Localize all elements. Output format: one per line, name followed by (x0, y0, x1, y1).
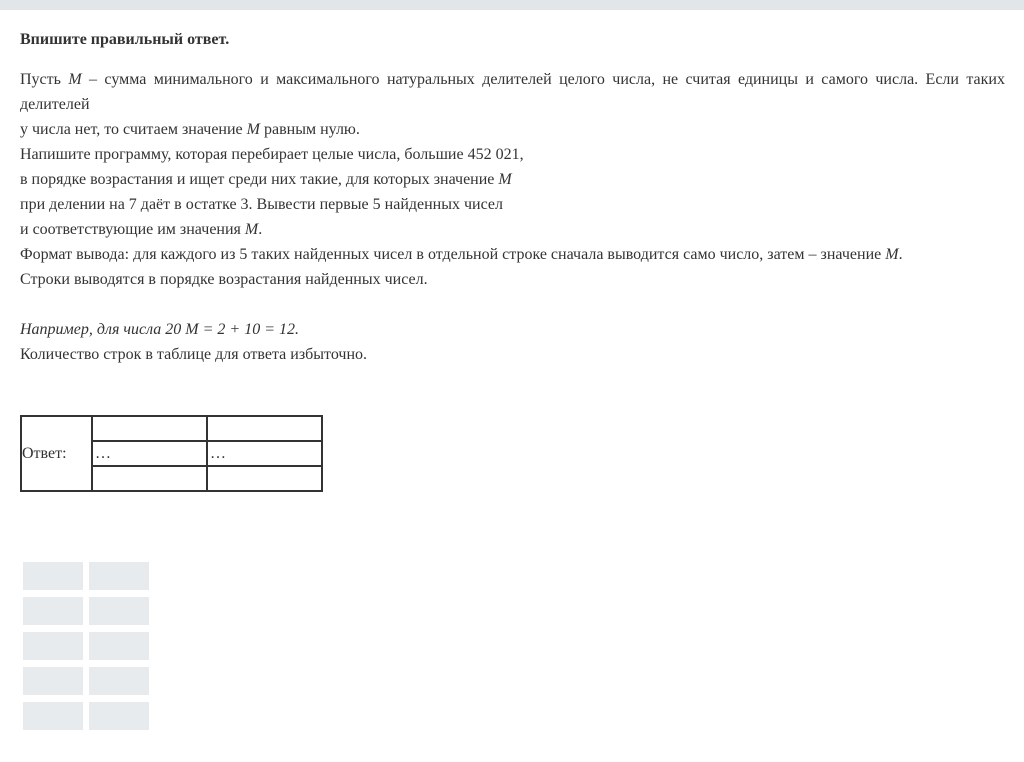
placeholder-block (23, 667, 83, 695)
top-bar (0, 0, 1024, 10)
answer-cell[interactable] (92, 416, 207, 441)
placeholder-block (89, 702, 149, 730)
placeholder-block (89, 562, 149, 590)
placeholder-block (89, 597, 149, 625)
variable-m: M (68, 71, 82, 88)
task-paragraph-1 (20, 67, 1005, 117)
variable-m: M (885, 246, 899, 263)
placeholder-block (23, 702, 83, 730)
placeholder-row (23, 632, 155, 660)
variable-m: M (244, 221, 259, 238)
text-span: Пусть (20, 71, 69, 88)
task-line-5: при делении на 7 даёт в остатке 3. Вывести первые 5 найденных чисел (20, 196, 503, 213)
table-row (21, 416, 322, 441)
example-text: Например, для числа 20 М = 2 + 10 = 12. (20, 321, 299, 338)
task-paragraph-7 (20, 242, 1005, 267)
placeholder-row (23, 667, 155, 695)
text-span: . (898, 246, 903, 263)
answer-cell[interactable] (207, 416, 322, 441)
text-span: и соответствующие им значения (20, 221, 245, 238)
text-span: у числа нет, то считаем значение (20, 121, 247, 138)
placeholder-block (89, 632, 149, 660)
task-line-8: Строки выводятся в порядке возрастания найденных чисел. (20, 271, 428, 288)
spacer (20, 292, 1005, 317)
text-span: – сумма минимального и максимального натуральных делителей целого числа, не считая единицы и самого числа. Если таких делителей (20, 71, 1005, 113)
task-note: Количество строк в таблице для ответа избыточно. (20, 346, 368, 363)
answer-cell[interactable] (207, 466, 322, 491)
text-span: . (258, 221, 263, 238)
task-line-3: Напишите программу, которая перебирает целые числа, большие 452 021, (20, 146, 524, 163)
task-line-6 (20, 217, 1005, 242)
answer-cell[interactable] (92, 466, 207, 491)
placeholder-block (89, 667, 149, 695)
task-content (20, 27, 1005, 367)
task-line-2 (20, 117, 1005, 142)
answer-label: Ответ: (21, 416, 92, 491)
text-span: равным нулю. (259, 121, 360, 138)
placeholder-block (23, 632, 83, 660)
text-span: Формат вывода: для каждого из 5 таких найденных чисел в отдельной строке сначала выводится само число, затем – значение (20, 246, 886, 263)
placeholder-row (23, 597, 155, 625)
placeholder-block (23, 562, 83, 590)
placeholder-row (23, 702, 155, 730)
task-line-4 (20, 167, 1005, 192)
task-heading: Впишите правильный ответ. (20, 31, 230, 48)
variable-m: M (498, 171, 512, 188)
answer-cell[interactable]: … (207, 441, 322, 466)
task-example (20, 317, 1005, 342)
text-span: в порядке возрастания и ищет среди них такие, для которых значение (20, 171, 499, 188)
variable-m: M (246, 121, 260, 138)
placeholder-row (23, 562, 155, 590)
answer-table (20, 415, 323, 492)
answer-cell[interactable]: … (92, 441, 207, 466)
task-text (20, 67, 1005, 367)
placeholder-block (23, 597, 83, 625)
placeholder-grid (23, 562, 155, 737)
